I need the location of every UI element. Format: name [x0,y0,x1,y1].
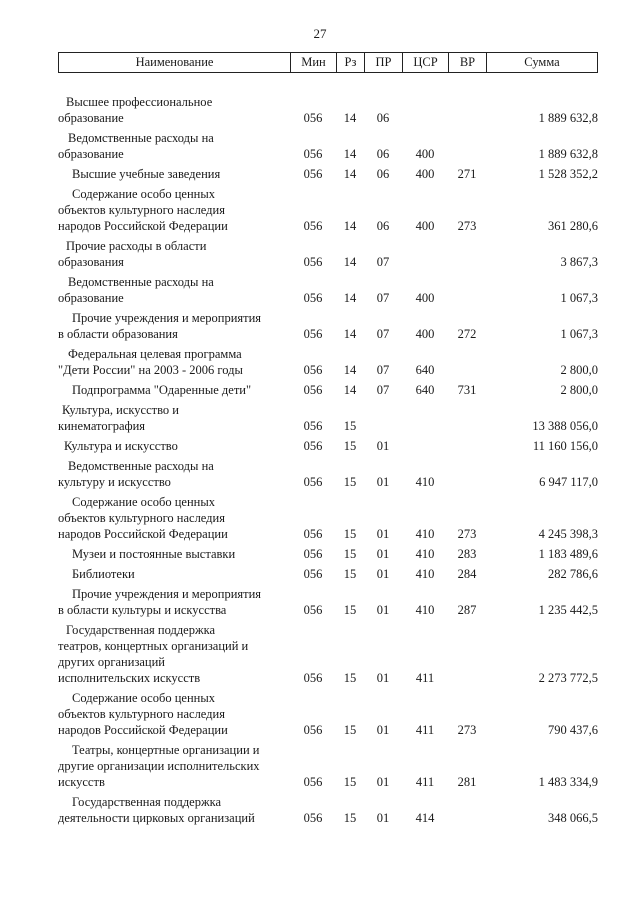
row-rz: 14 [343,327,357,341]
row-rz: 15 [343,775,357,789]
table-row [0,742,640,790]
row-sum: 1 067,3 [560,291,598,305]
row-name: Театры, концертные организации и другие организации исполнительских искусств [58,743,260,789]
table-row [0,186,640,234]
row-sum: 361 280,6 [548,219,598,233]
row-pr: 07 [376,383,390,397]
row-sum: 3 867,3 [560,255,598,269]
row-sum: 1 889 632,8 [538,147,598,161]
row-rz: 14 [343,219,357,233]
row-csr: 640 [415,363,435,377]
row-pr: 06 [376,167,390,181]
row-name: Содержание особо ценных объектов культурного наследия народов Российской Федерации [58,187,228,233]
row-name: Ведомственные расходы на культуру и искусство [58,459,214,489]
row-rz: 14 [343,255,357,269]
row-pr: 01 [376,439,390,453]
row-name: Государственная поддержка деятельности цирковых организаций [58,795,255,825]
table-row [0,438,640,454]
row-sum: 790 437,6 [548,723,598,737]
row-pr: 07 [376,363,390,377]
row-csr: 400 [415,167,435,181]
row-vr: 283 [457,547,477,561]
row-pr: 01 [376,547,390,561]
row-sum: 6 947 117,0 [539,475,598,489]
row-name: Подпрограмма "Одаренные дети" [72,383,252,397]
row-pr: 01 [376,671,390,685]
row-name: Содержание особо ценных объектов культурного наследия народов Российской Федерации [58,495,228,541]
row-name: Прочие учреждения и мероприятия в области культуры и искусства [58,587,262,617]
row-min: 056 [303,111,323,125]
row-name: Ведомственные расходы на образование [58,131,214,161]
row-min: 056 [303,527,323,541]
table-row [0,310,640,342]
row-sum: 13 388 056,0 [532,419,598,433]
row-rz: 15 [343,419,357,433]
table-row [0,274,640,306]
row-csr: 400 [415,147,435,161]
row-min: 056 [303,723,323,737]
table-row [0,622,640,686]
row-min: 056 [303,475,323,489]
row-sum: 1 235 442,5 [538,603,598,617]
table-row [0,566,640,582]
table-row [0,690,640,738]
row-min: 056 [303,363,323,377]
row-min: 056 [303,255,323,269]
row-vr: 284 [457,567,477,581]
header-sum: Сумма [524,55,560,69]
header-pr: ПР [365,53,403,72]
row-sum: 1 889 632,8 [538,111,598,125]
row-name: Ведомственные расходы на образование [58,275,214,305]
row-pr: 06 [376,219,390,233]
row-pr: 07 [376,327,390,341]
row-vr: 281 [457,775,477,789]
row-pr: 07 [376,255,390,269]
table-row [0,166,640,182]
table-row [0,238,640,270]
header-rz: Рз [337,53,365,72]
header-vr: ВР [449,53,487,72]
table-row [0,794,640,826]
table-row [0,346,640,378]
row-vr: 273 [457,527,477,541]
row-pr: 01 [376,527,390,541]
table-row [0,382,640,398]
row-name: Музеи и постоянные выставки [72,547,236,561]
row-pr: 01 [376,723,390,737]
row-vr: 271 [457,167,477,181]
row-sum: 348 066,5 [548,811,598,825]
row-csr: 411 [415,671,435,685]
row-rz: 15 [343,671,357,685]
row-rz: 15 [343,527,357,541]
table-header [58,52,598,73]
row-min: 056 [303,147,323,161]
row-sum: 2 800,0 [560,383,598,397]
header-min: Мин [291,53,337,72]
row-name: Культура, искусство и кинематография [58,403,179,433]
row-csr: 400 [415,291,435,305]
row-csr: 410 [415,475,435,489]
row-rz: 14 [343,111,357,125]
row-csr: 400 [415,219,435,233]
row-pr: 06 [376,111,390,125]
row-min: 056 [303,167,323,181]
header-csr: ЦСР [403,53,449,72]
row-csr: 400 [415,327,435,341]
row-sum: 282 786,6 [548,567,598,581]
table-row [0,546,640,562]
row-min: 056 [303,383,323,397]
row-min: 056 [303,567,323,581]
row-name: Государственная поддержка театров, концертных организаций и других организаций исполнительских искусств [58,623,249,685]
row-rz: 15 [343,811,357,825]
row-pr: 07 [376,291,390,305]
row-csr: 414 [415,811,435,825]
row-name: Федеральная целевая программа "Дети России" на 2003 - 2006 годы [58,347,243,377]
table-row [0,494,640,542]
header-name: Наименование [59,53,291,72]
table-row [0,94,640,126]
row-csr: 411 [415,775,435,789]
table-row [0,586,640,618]
row-rz: 15 [343,603,357,617]
row-min: 056 [303,811,323,825]
row-sum: 1 528 352,2 [538,167,598,181]
row-csr: 410 [415,603,435,617]
row-min: 056 [303,439,323,453]
row-name: Содержание особо ценных объектов культурного наследия народов Российской Федерации [58,691,228,737]
row-name: Высшее профессиональное образование [58,95,213,125]
row-rz: 14 [343,167,357,181]
row-rz: 14 [343,383,357,397]
row-min: 056 [303,547,323,561]
row-rz: 15 [343,547,357,561]
row-sum: 11 160 156,0 [532,439,598,453]
row-vr: 287 [457,603,477,617]
row-rz: 15 [343,723,357,737]
row-rz: 15 [343,475,357,489]
row-vr: 731 [457,383,477,397]
row-vr: 272 [457,327,477,341]
page-number: 27 [313,26,327,41]
row-pr: 01 [376,567,390,581]
row-rz: 14 [343,291,357,305]
row-min: 056 [303,291,323,305]
row-rz: 15 [343,567,357,581]
row-name: Высшие учебные заведения [72,167,221,181]
row-sum: 2 800,0 [560,363,598,377]
table-row [0,458,640,490]
row-rz: 15 [343,439,357,453]
row-rz: 14 [343,147,357,161]
row-pr: 06 [376,147,390,161]
row-min: 056 [303,671,323,685]
row-pr: 01 [376,775,390,789]
row-name: Прочие учреждения и мероприятия в области образования [58,311,262,341]
row-sum: 1 067,3 [560,327,598,341]
row-csr: 410 [415,567,435,581]
row-sum: 1 183 489,6 [538,547,598,561]
row-name: Культура и искусство [64,439,178,453]
row-min: 056 [303,419,323,433]
table-row [0,402,640,434]
row-csr: 411 [415,723,435,737]
row-pr: 01 [376,475,390,489]
table-row [0,130,640,162]
row-vr: 273 [457,219,477,233]
row-csr: 410 [415,547,435,561]
row-sum: 2 273 772,5 [538,671,598,685]
row-vr: 273 [457,723,477,737]
row-pr: 01 [376,811,390,825]
row-min: 056 [303,327,323,341]
row-pr: 01 [376,603,390,617]
row-min: 056 [303,603,323,617]
row-min: 056 [303,219,323,233]
row-sum: 4 245 398,3 [538,527,598,541]
row-csr: 640 [415,383,435,397]
row-name: Библиотеки [72,567,135,581]
row-rz: 14 [343,363,357,377]
row-csr: 410 [415,527,435,541]
row-name: Прочие расходы в области образования [58,239,207,269]
row-min: 056 [303,775,323,789]
row-sum: 1 483 334,9 [538,775,598,789]
